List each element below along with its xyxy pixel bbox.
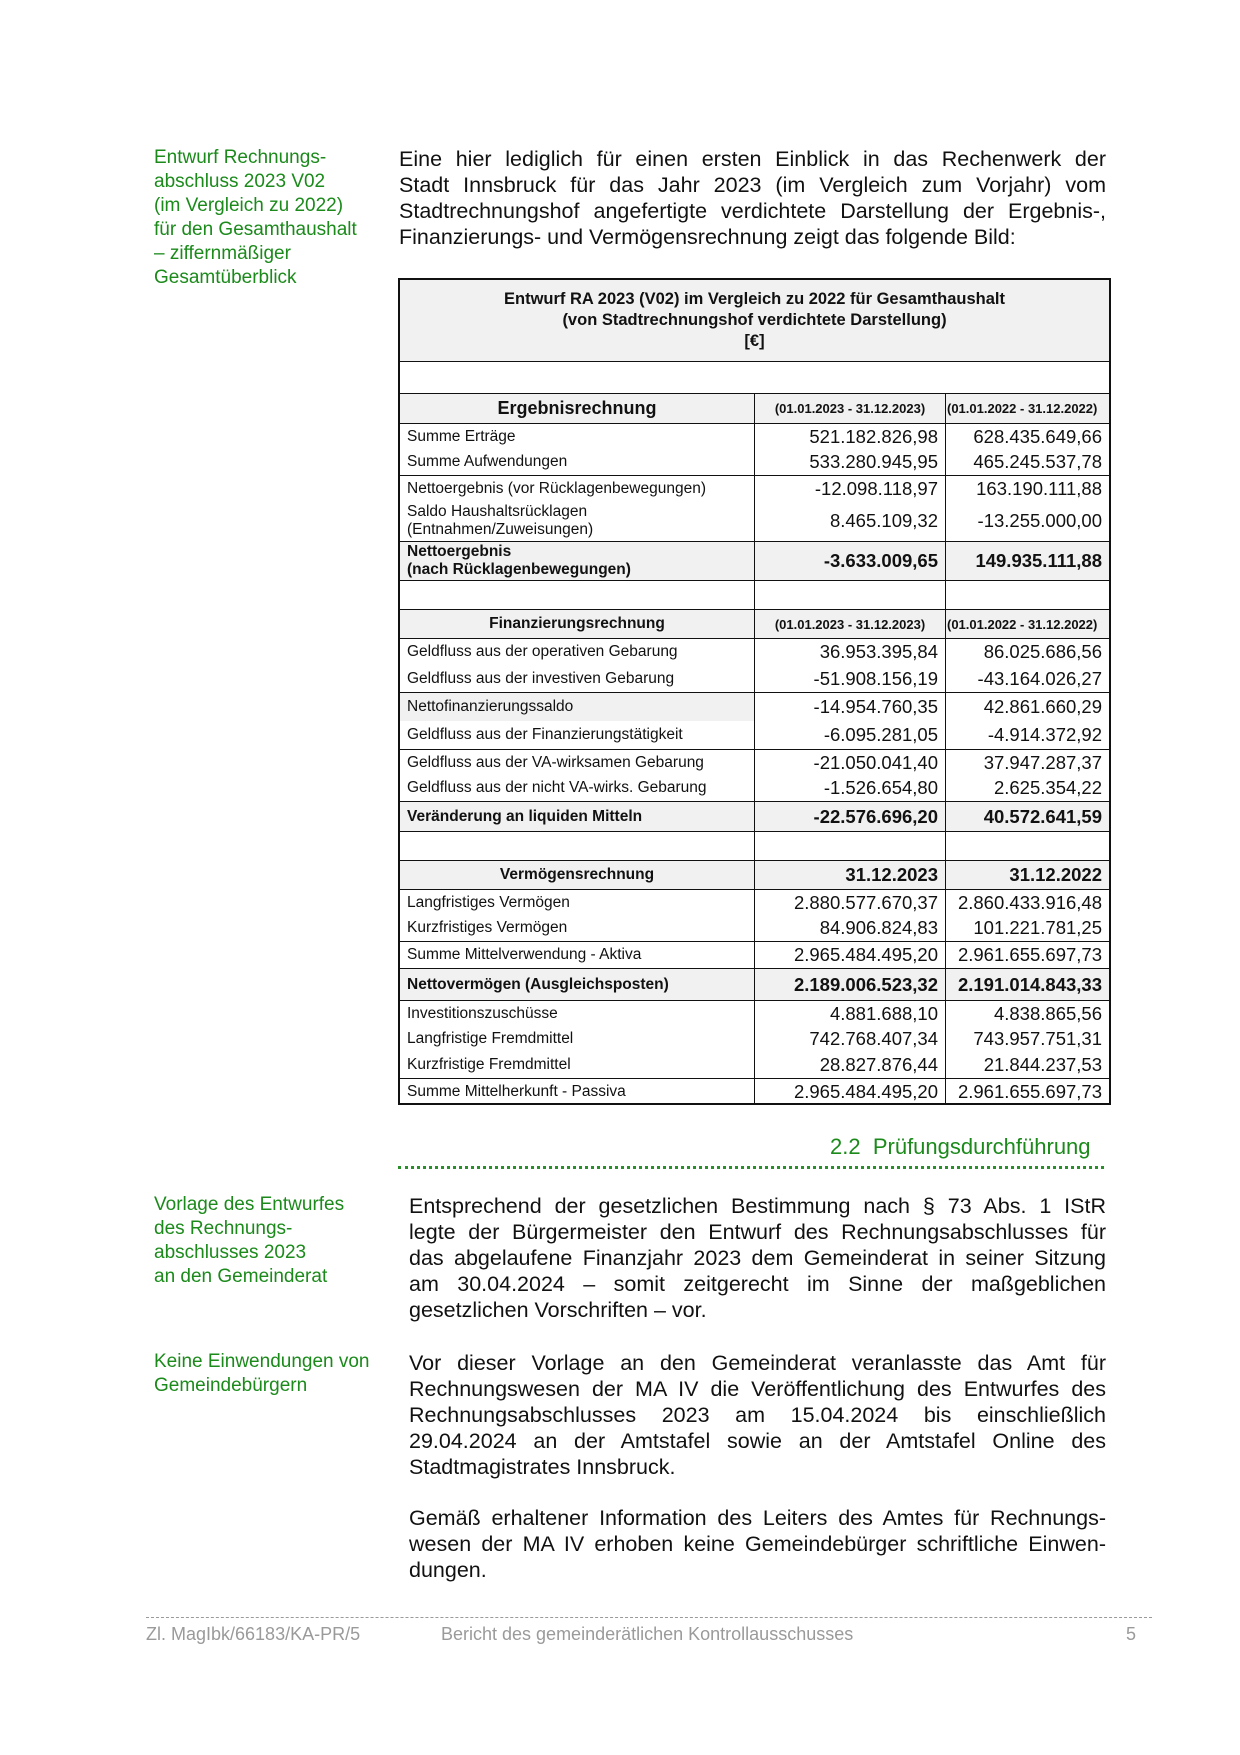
section-header-finanzierung — [400, 609, 1109, 638]
paragraph-line: das abgelaufene Finanzjahr 2023 dem Gemeinderat in seiner Sitzung — [409, 1246, 1106, 1270]
table-row-total — [400, 968, 1109, 1000]
value-2023: 2.189.006.523,32 — [754, 969, 945, 1000]
value-2022: 743.957.751,31 — [945, 1026, 1109, 1052]
objections-paragraph-2 — [409, 1505, 1106, 1583]
paragraph-line: wesen der MA IV erhoben keine Gemeindebürger schriftliche Einwen- — [409, 1532, 1106, 1556]
paragraph-line: Vor dieser Vorlage an den Gemeinderat veranlasste das Amt für — [409, 1351, 1106, 1375]
margin-note-line: Keine Einwendungen von — [154, 1351, 370, 1372]
table-row — [400, 721, 1109, 749]
objections-paragraph-1 — [409, 1350, 1106, 1480]
row-label — [400, 542, 754, 580]
paragraph-line: Stadtrechnungshof angefertigte verdichtete Darstellung der Ergebnis-, — [399, 199, 1106, 223]
empty-cell — [754, 581, 945, 609]
value-2023: 84.906.824,83 — [754, 915, 945, 941]
row-label — [400, 501, 754, 541]
table-row — [400, 423, 1109, 449]
value-2023: 4.881.688,10 — [754, 1001, 945, 1026]
row-label: Veränderung an liquiden Mitteln — [407, 807, 643, 825]
value-2023: 36.953.395,84 — [754, 639, 945, 665]
table-title-line: Entwurf RA 2023 (V02) im Vergleich zu 2022 für Gesamthaushalt — [504, 290, 1005, 308]
financial-summary-table — [398, 278, 1111, 1105]
row-label: Geldfluss aus der operativen Gebarung — [407, 643, 678, 660]
value-2022: 163.190.111,88 — [945, 476, 1109, 501]
paragraph-line: Gemäß erhaltener Information des Leiters des Amtes für Rechnungs- — [409, 1506, 1106, 1530]
table-row — [400, 449, 1109, 475]
margin-note-line: für den Gesamthaushalt — [154, 219, 357, 240]
value-2022: 465.245.537,78 — [945, 449, 1109, 475]
section-header-label: Vermögensrechnung — [499, 866, 655, 883]
margin-note-submission — [154, 1193, 344, 1289]
margin-note-line: des Rechnungs- — [154, 1218, 293, 1239]
table-unit: [€] — [744, 332, 765, 350]
footer-reference: Zl. MagIbk/66183/KA-PR/5 — [146, 1624, 361, 1644]
column-header-2022: 31.12.2022 — [945, 861, 1109, 889]
value-2023: -22.576.696,20 — [754, 802, 945, 831]
table-row — [400, 775, 1109, 801]
section-header-label: Finanzierungsrechnung — [489, 615, 665, 632]
table-row — [400, 1078, 1109, 1105]
value-2023: 2.880.577.670,37 — [754, 890, 945, 915]
empty-cell — [754, 832, 945, 860]
paragraph-line: legte der Bürgermeister den Entwurf des Rechnungsabschlusses für — [409, 1220, 1106, 1244]
row-label: Kurzfristiges Vermögen — [407, 919, 568, 936]
value-2023: -3.633.009,65 — [754, 542, 945, 580]
table-row — [400, 749, 1109, 775]
column-header-2023: (01.01.2023 - 31.12.2023) — [754, 610, 945, 638]
value-2022: 2.961.655.697,73 — [945, 942, 1109, 968]
table-title — [400, 280, 1109, 362]
value-2022: 37.947.287,37 — [945, 750, 1109, 775]
row-label: Nettoergebnis (vor Rücklagenbewegungen) — [407, 479, 706, 497]
margin-note-line: Vorlage des Entwurfes — [154, 1194, 345, 1215]
margin-note-line: abschluss 2023 V02 — [154, 171, 326, 192]
table-row — [400, 501, 1109, 541]
table-row-total — [400, 801, 1109, 831]
section-heading — [830, 1134, 1091, 1160]
value-2023: 28.827.876,44 — [754, 1052, 945, 1078]
table-row — [400, 1026, 1109, 1052]
row-label: Summe Erträge — [407, 427, 516, 445]
spacer-row — [400, 580, 1109, 609]
row-label: Summe Mittelverwendung - Aktiva — [407, 946, 642, 963]
section-header-vermoegen — [400, 860, 1109, 889]
value-2022: 2.191.014.843,33 — [945, 969, 1109, 1000]
table-title-line: (von Stadtrechnungshof verdichtete Darstellung) — [562, 311, 947, 329]
margin-note-line: Gesamtüberblick — [154, 267, 297, 288]
table-row — [400, 475, 1109, 501]
table-row — [400, 915, 1109, 941]
value-2022: 86.025.686,56 — [945, 639, 1109, 665]
table-row — [400, 889, 1109, 915]
row-label: Geldfluss aus der investiven Gebarung — [407, 669, 675, 687]
value-2023: 2.965.484.495,20 — [754, 1079, 945, 1105]
paragraph-line: Stadt Innsbruck für das Jahr 2023 (im Vergleich zum Vorjahr) vom — [399, 173, 1106, 197]
footer-divider — [146, 1617, 1152, 1618]
section-header-label: Ergebnisrechnung — [497, 398, 657, 418]
paragraph-line: Rechnungsabschlusses 2023 am 15.04.2024 bis einschließlich — [409, 1403, 1106, 1427]
value-2022: -4.914.372,92 — [945, 721, 1109, 749]
value-2022: 21.844.237,53 — [945, 1052, 1109, 1078]
row-label: Summe Mittelherkunft - Passiva — [407, 1083, 626, 1100]
value-2022: 40.572.641,59 — [945, 802, 1109, 831]
value-2023: -1.526.654,80 — [754, 775, 945, 801]
table-row — [400, 638, 1109, 665]
value-2022: 2.860.433.916,48 — [945, 890, 1109, 915]
row-label: Langfristige Fremdmittel — [407, 1030, 574, 1047]
row-label: Summe Aufwendungen — [407, 453, 568, 470]
value-2022: -13.255.000,00 — [945, 501, 1109, 541]
margin-note-summary — [154, 146, 357, 290]
value-2023: 533.280.945,95 — [754, 449, 945, 475]
value-2023: -14.954.760,35 — [754, 693, 945, 721]
value-2023: -6.095.281,05 — [754, 721, 945, 749]
paragraph-line: am 30.04.2024 – somit zeitgerecht im Sinne der maßgeblichen — [409, 1272, 1106, 1296]
value-2023: 2.965.484.495,20 — [754, 942, 945, 968]
value-2023: -51.908.156,19 — [754, 665, 945, 692]
table-row — [400, 941, 1109, 968]
margin-note-line: – ziffernmäßiger — [154, 243, 291, 264]
row-label: Langfristiges Vermögen — [407, 893, 570, 911]
value-2022: 149.935.111,88 — [945, 542, 1109, 580]
submission-paragraph — [409, 1193, 1106, 1323]
table-row — [400, 665, 1109, 692]
value-2022: 42.861.660,29 — [945, 693, 1109, 721]
paragraph-line: 29.04.2024 an der Amtstafel sowie an der Amtstafel Online des — [409, 1429, 1106, 1453]
value-2022: 2.625.354,22 — [945, 775, 1109, 801]
paragraph-line: Stadtmagistrates Innsbruck. — [409, 1455, 676, 1479]
footer-report-title: Bericht des gemeinderätlichen Kontrollausschusses — [441, 1624, 854, 1644]
row-label-line: Saldo Haushaltsrücklagen — [407, 503, 588, 520]
row-label: Nettovermögen (Ausgleichsposten) — [407, 975, 669, 993]
table-row-total — [400, 541, 1109, 580]
value-2022: 628.435.649,66 — [945, 424, 1109, 449]
column-header-2023: (01.01.2023 - 31.12.2023) — [754, 394, 945, 423]
row-label: Geldfluss aus der VA-wirksamen Gebarung — [407, 753, 704, 771]
paragraph-line: dungen. — [409, 1558, 487, 1582]
paragraph-line: Eine hier lediglich für einen ersten Einblick in das Rechenwerk der — [399, 147, 1106, 171]
row-label-line: (nach Rücklagenbewegungen) — [407, 561, 631, 578]
row-label-line: Nettoergebnis — [407, 543, 512, 560]
table-row — [400, 1052, 1109, 1078]
value-2023: -21.050.041,40 — [754, 750, 945, 775]
section-header-ergebnis — [400, 393, 1109, 423]
empty-cell — [945, 581, 1109, 609]
page-number: 5 — [1126, 1624, 1137, 1644]
paragraph-line: gesetzlichen Vorschriften – vor. — [409, 1298, 707, 1322]
value-2022: 2.961.655.697,73 — [945, 1079, 1109, 1105]
row-label: Nettofinanzierungssaldo — [407, 698, 574, 715]
column-header-2023: 31.12.2023 — [754, 861, 945, 889]
row-label: Geldfluss aus der nicht VA-wirks. Gebarung — [407, 779, 707, 796]
paragraph-line: Entsprechend der gesetzlichen Bestimmung nach § 73 Abs. 1 IStR — [409, 1194, 1106, 1218]
value-2023: 521.182.826,98 — [754, 424, 945, 449]
intro-paragraph — [399, 146, 1106, 250]
table-row — [400, 1000, 1109, 1026]
row-label-line: (Entnahmen/Zuweisungen) — [407, 521, 594, 538]
empty-cell — [945, 832, 1109, 860]
value-2022: -43.164.026,27 — [945, 665, 1109, 692]
value-2023: -12.098.118,97 — [754, 476, 945, 501]
margin-note-line: (im Vergleich zu 2022) — [154, 195, 344, 216]
row-label: Kurzfristige Fremdmittel — [407, 1056, 571, 1073]
row-label: Geldfluss aus der Finanzierungstätigkeit — [407, 726, 683, 743]
margin-note-line: Entwurf Rechnungs- — [154, 147, 327, 168]
margin-note-line: an den Gemeinderat — [154, 1266, 328, 1287]
column-header-2022: (01.01.2022 - 31.12.2022) — [945, 610, 1109, 638]
margin-note-line: abschlusses 2023 — [154, 1242, 307, 1263]
spacer-row — [400, 361, 1109, 393]
section-number: 2.2 — [830, 1134, 861, 1159]
row-label: Investitionszuschüsse — [407, 1004, 558, 1022]
margin-note-objections — [154, 1350, 370, 1398]
section-title: Prüfungsdurchführung — [872, 1134, 1091, 1159]
section-divider — [398, 1166, 1104, 1169]
value-2023: 742.768.407,34 — [754, 1026, 945, 1052]
value-2023: 8.465.109,32 — [754, 501, 945, 541]
margin-note-line: Gemeindebürgern — [154, 1375, 308, 1396]
paragraph-line: Rechnungswesen der MA IV die Veröffentlichung des Entwurfes des — [409, 1377, 1106, 1401]
table-row — [400, 692, 1109, 721]
value-2022: 4.838.865,56 — [945, 1001, 1109, 1026]
paragraph-line: Finanzierungs- und Vermögensrechnung zeigt das folgende Bild: — [399, 225, 1016, 249]
spacer-row — [400, 831, 1109, 860]
column-header-2022: (01.01.2022 - 31.12.2022) — [945, 394, 1109, 423]
value-2022: 101.221.781,25 — [945, 915, 1109, 941]
